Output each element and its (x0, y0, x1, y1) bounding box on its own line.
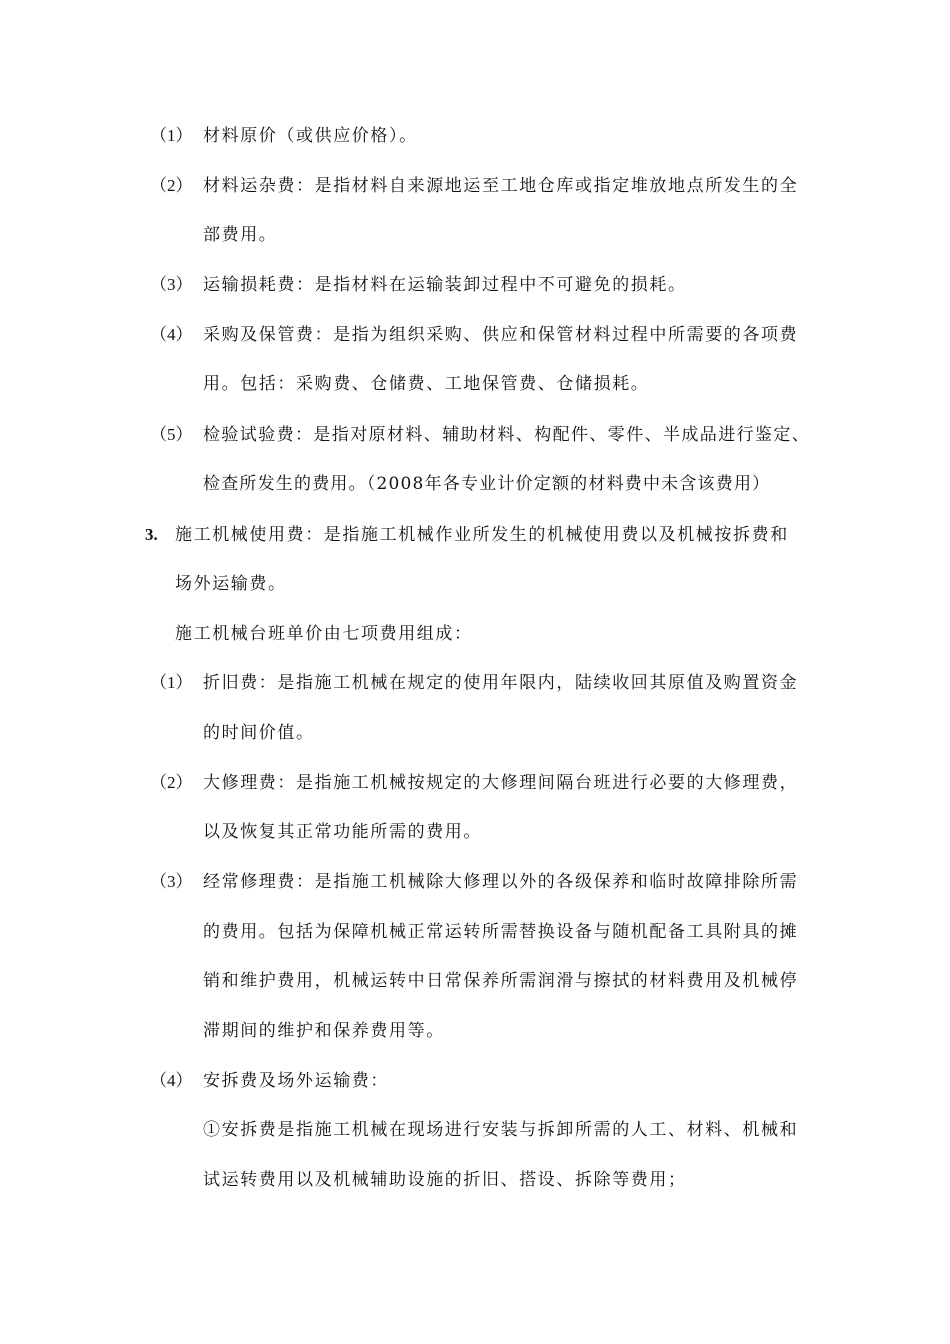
section-intro: 施工机械台班单价由七项费用组成： (175, 624, 473, 644)
item-text: 采购及保管费：是指为组织采购、供应和保管材料过程中所需要的各项费 (203, 325, 799, 345)
item-number: （2） (150, 773, 193, 792)
section-text: 施工机械使用费：是指施工机械作业所发生的机械使用费以及机械按拆费和 (175, 525, 789, 545)
item-text: 经常修理费：是指施工机械除大修理以外的各级保养和临时故障排除所需 (203, 872, 799, 892)
item-text-continued: 的费用。包括为保障机械正常运转所需替换设备与随机配备工具附具的摊 (203, 922, 799, 942)
item-text-continued: 滞期间的维护和保养费用等。 (203, 1021, 445, 1041)
item-number: （4） (150, 325, 193, 344)
item-text-continued: ①安拆费是指施工机械在现场进行安装与拆卸所需的人工、材料、机械和 (203, 1120, 799, 1140)
item-number: （1） (150, 126, 193, 145)
item-number: （5） (150, 425, 193, 444)
item-number: （2） (150, 176, 193, 195)
item-text: 运输损耗费：是指材料在运输装卸过程中不可避免的损耗。 (203, 275, 687, 295)
item-text: 折旧费：是指施工机械在规定的使用年限内，陆续收回其原值及购置资金 (203, 673, 799, 693)
section-text-continued: 场外运输费。 (175, 574, 287, 594)
item-number: （4） (150, 1071, 193, 1090)
item-text-continued: 以及恢复其正常功能所需的费用。 (203, 822, 482, 842)
section-number: 3. (145, 525, 158, 544)
item-text: 大修理费：是指施工机械按规定的大修理间隔台班进行必要的大修理费， (203, 773, 799, 793)
item-number: （3） (150, 872, 193, 891)
item-text-continued: 试运转费用以及机械辅助设施的折旧、搭设、拆除等费用； (203, 1170, 687, 1190)
item-text: 材料运杂费：是指材料自来源地运至工地仓库或指定堆放地点所发生的全 (203, 176, 799, 196)
item-number: （1） (150, 673, 193, 692)
item-text-continued: 的时间价值。 (203, 723, 315, 743)
item-text-continued: 部费用。 (203, 225, 278, 245)
item-text-continued: 用。包括：采购费、仓储费、工地保管费、仓储损耗。 (203, 374, 650, 394)
item-text: 安拆费及场外运输费： (203, 1071, 389, 1091)
item-text-continued: 检查所发生的费用。（2008年各专业计价定额的材料费中未含该费用） (203, 474, 771, 494)
item-text-continued: 销和维护费用，机械运转中日常保养所需润滑与擦拭的材料费用及机械停 (203, 971, 799, 991)
item-text: 材料原价（或供应价格）。 (203, 126, 418, 146)
item-text: 检验试验费：是指对原材料、辅助材料、构配件、零件、半成品进行鉴定、 (203, 425, 811, 445)
item-number: （3） (150, 275, 193, 294)
